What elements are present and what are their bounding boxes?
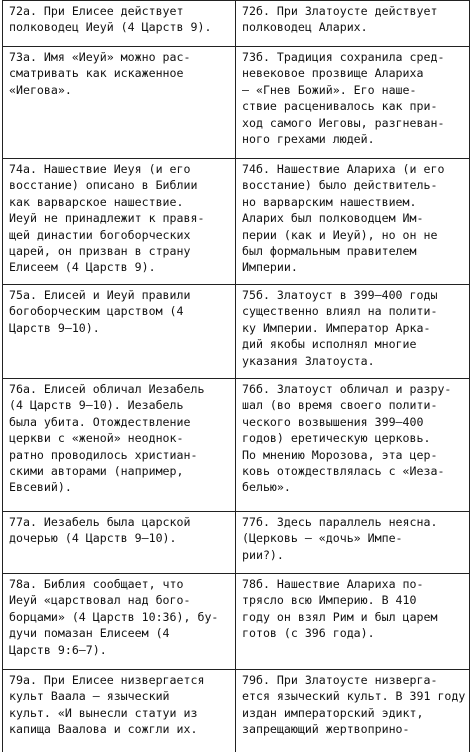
table-cell-left	[3, 670, 236, 752]
table-cell-right	[236, 47, 470, 159]
cell-text: 74б. Нашествие Алариха (и его восстание) было действитель- но варварским нашествием. Аларих был полководцем Им- перии (как и Иеуй), но он не был формальным правителем Империи.	[242, 162, 445, 275]
table-cell-left	[3, 574, 236, 670]
table-cell-left	[3, 512, 236, 574]
table-cell-right	[236, 379, 470, 512]
table-cell-left	[3, 1, 236, 47]
cell-text: 74а. Нашествие Иеуя (и его восстание) описано в Библии как варварское нашествие. Иеуй не принадлежит к правя- щей династии богоборческих царей, он призван в страну Елисеем (4 Царств 9).	[9, 162, 205, 275]
table-row	[3, 1, 470, 47]
parallels-table	[2, 0, 470, 752]
table-row	[3, 574, 470, 670]
cell-text: 79б. При Златоусте низверга- ется языческий культ. В 391 году издан императорский эдикт, запрещающий жертвоприно-	[242, 673, 466, 737]
table-cell-right	[236, 159, 470, 285]
table-row	[3, 512, 470, 574]
table-row	[3, 379, 470, 512]
cell-text: 75а. Елисей и Иеуй правили богоборческим царством (4 Царств 9–10).	[9, 288, 191, 335]
cell-text: 76а. Елисей обличал Иезабель (4 Царств 9–10). Иезабель была убита. Отождествление церкви с «женой» неоднок- ратно проводилось христиан- скими авторами (например, Евсевий).	[9, 382, 205, 495]
cell-text: 72б. При Златоусте действует полководец Аларих.	[242, 4, 438, 35]
table-cell-right	[236, 670, 470, 752]
cell-text: 73а. Имя «Иеуй» можно рас- сматривать как искаженное «Иегова».	[9, 50, 191, 97]
cell-text: 76б. Златоуст обличал и разру- шал (во время своего полити- ческого возвышения 399–400 годов) еретическую церковь. По мнению Морозова, эта цер- ковь отождествлялась с «Иеза- белью».	[242, 382, 452, 495]
cell-text: 79а. При Елисее низвергается культ Ваала – языческий культ. «И вынесли статуи из капища Ваалова и сожгли их.	[9, 673, 205, 737]
table-row	[3, 285, 470, 379]
table-cell-right	[236, 574, 470, 670]
cell-text: 78а. Библия сообщает, что Иеуй «царствовал над бого- борцами» (4 Царств 10:36), бу- дучи помазан Елисеем (4 Царств 9:6–7).	[9, 577, 219, 657]
cell-text: 73б. Традиция сохранила сред- невековое прозвище Алариха – «Гнев Божий». Его наше- ствие расценивалось как при- ход самого Иеговы, разгневан- ного грехами людей.	[242, 50, 445, 147]
table-cell-right	[236, 1, 470, 47]
table-row	[3, 47, 470, 159]
cell-text: 72а. При Елисее действует полководец Иеуй (4 Царств 9).	[9, 4, 212, 35]
table-row	[3, 670, 470, 752]
table-cell-left	[3, 47, 236, 159]
table-cell-left	[3, 159, 236, 285]
table-cell-right	[236, 285, 470, 379]
table-cell-left	[3, 379, 236, 512]
table-row	[3, 159, 470, 285]
cell-text: 77а. Иезабель была царской дочерью (4 Царств 9–10).	[9, 515, 191, 546]
cell-text: 78б. Нашествие Алариха по- трясло всю Империю. В 410 году он взял Рим и был царем готов (с 396 года).	[242, 577, 438, 641]
table-cell-right	[236, 512, 470, 574]
cell-text: 75б. Златоуст в 399–400 годы существенно влиял на полити- ку Империи. Император Арка- дий якобы исполнял многие указания Златоуста.	[242, 288, 438, 368]
table-cell-left	[3, 285, 236, 379]
cell-text: 77б. Здесь параллель неясна. (Церковь – «дочь» Импе- рии?).	[242, 515, 438, 562]
